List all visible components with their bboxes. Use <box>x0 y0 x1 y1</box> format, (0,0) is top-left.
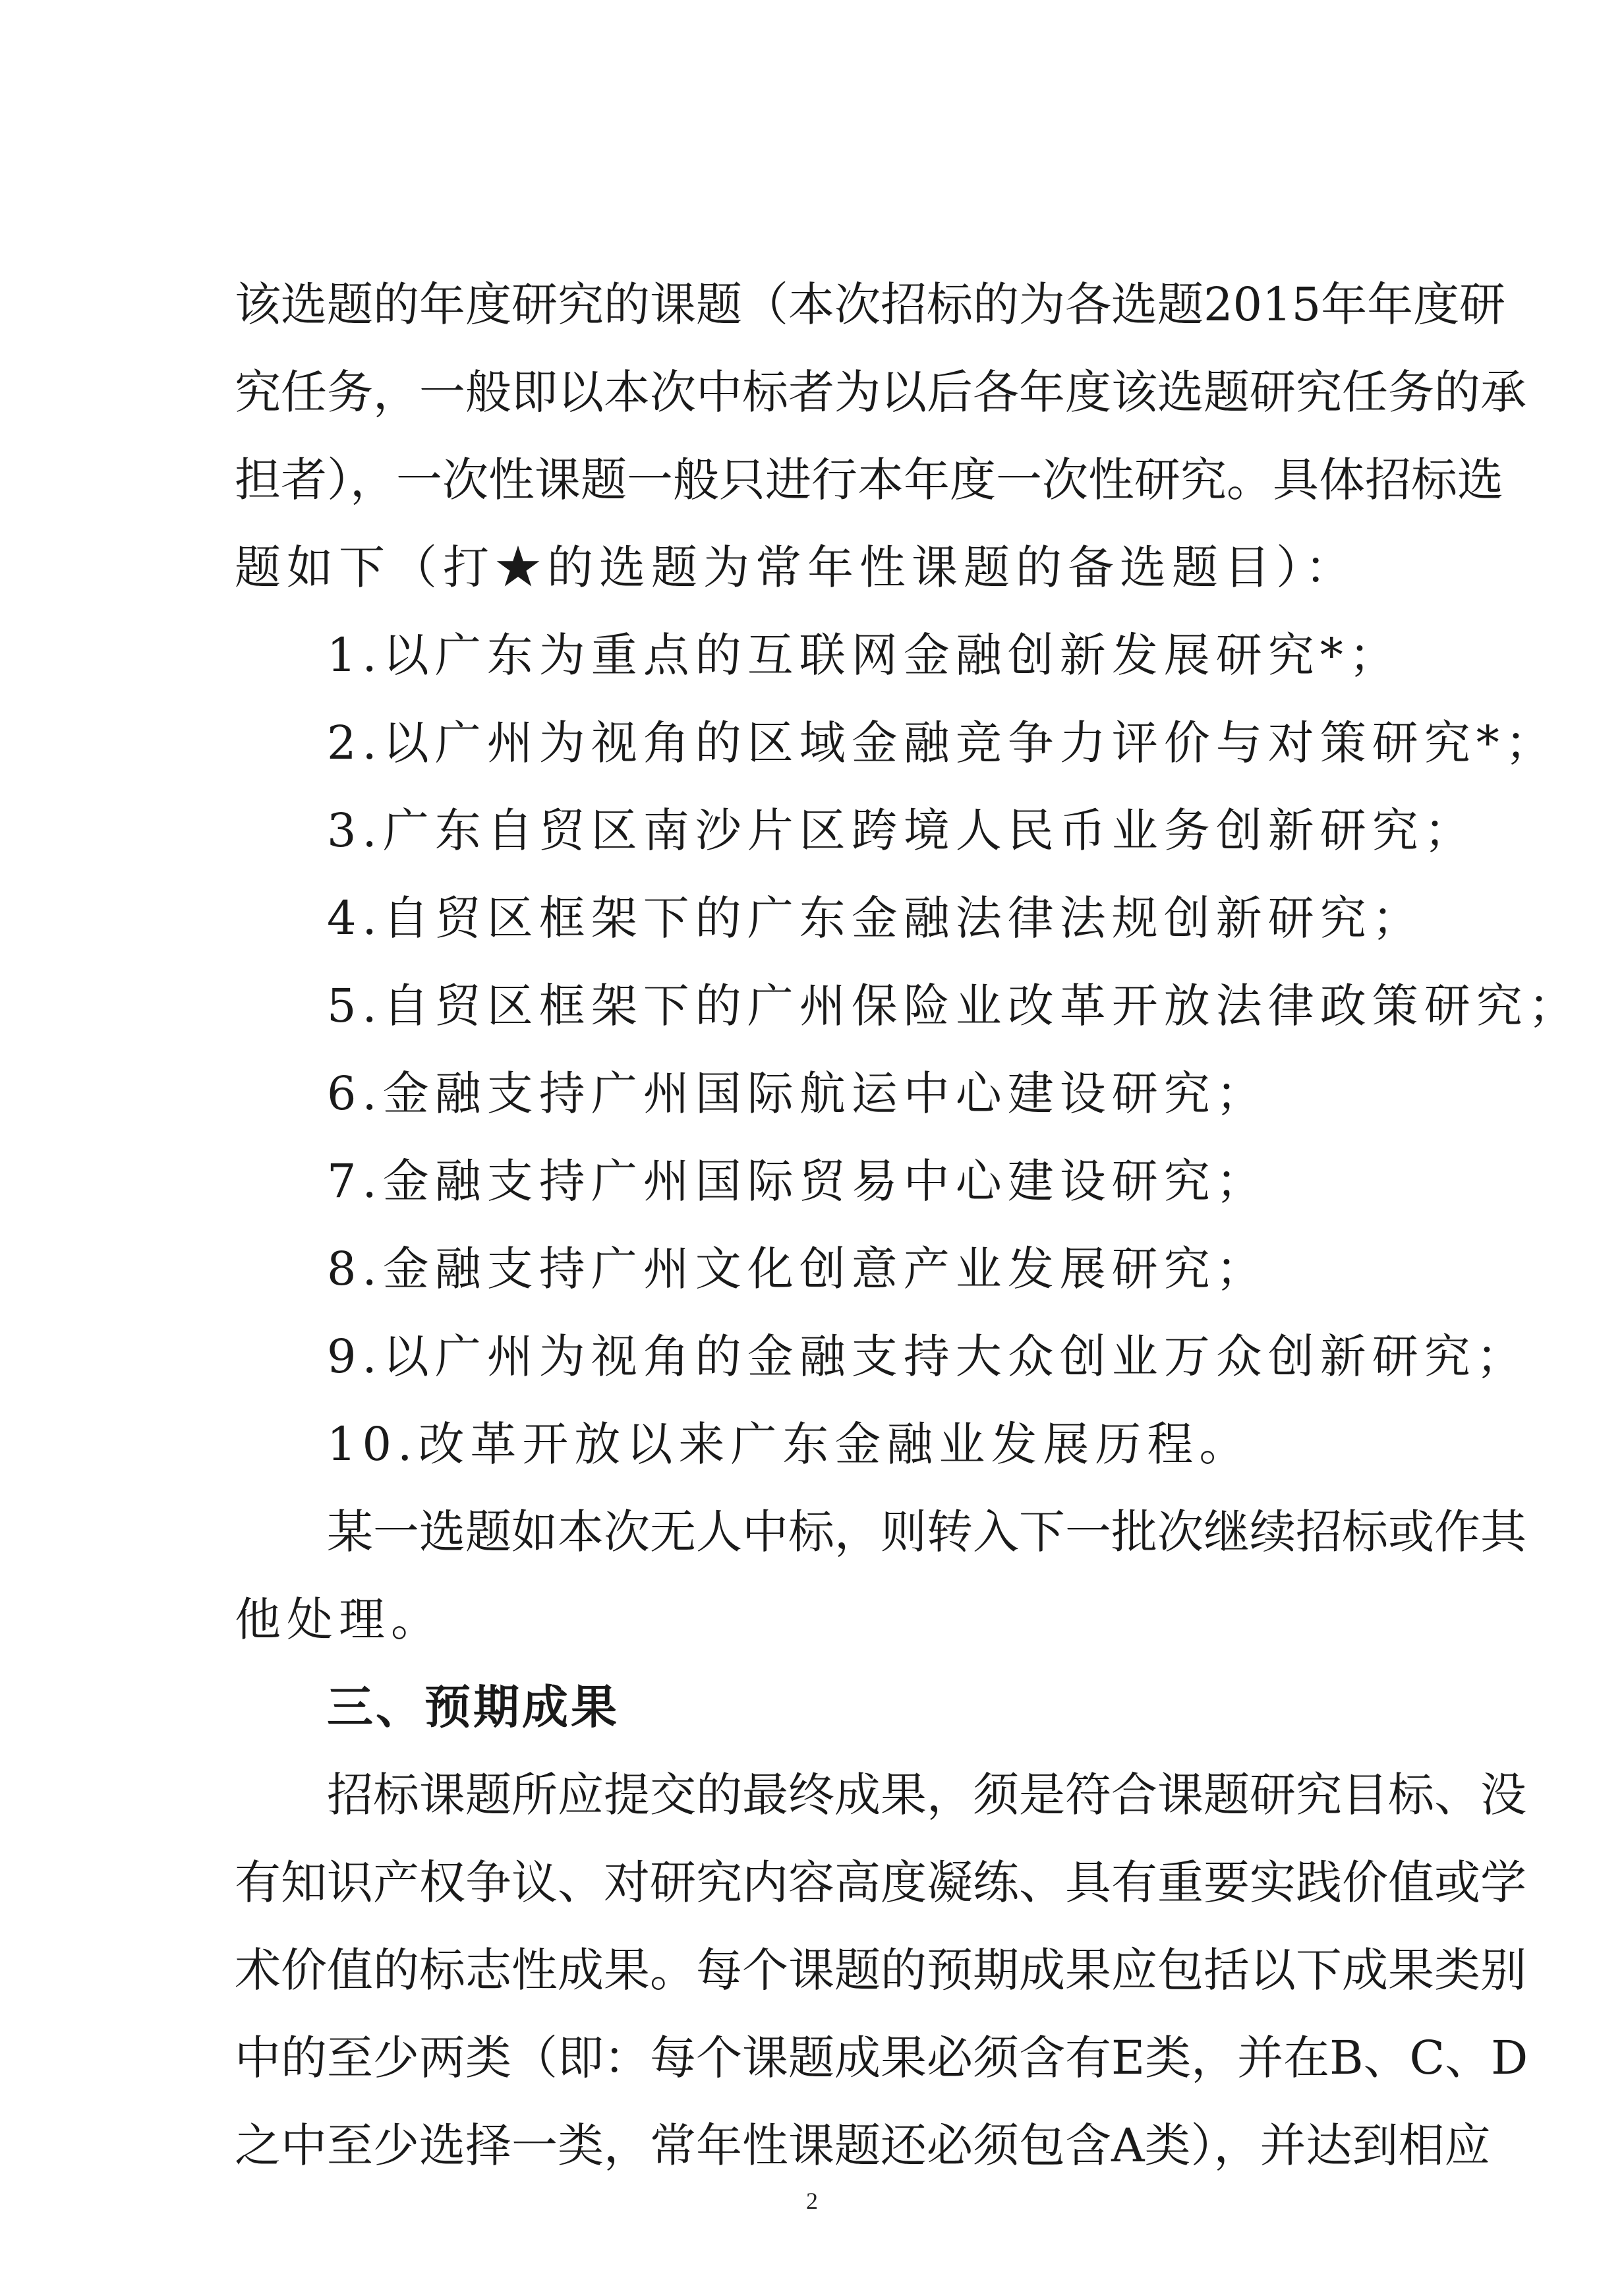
page-number: 2 <box>806 2188 818 2214</box>
section-heading: 三、预期成果 <box>327 1680 620 1734</box>
topic-item: 1.以广东为重点的互联网金融创新发展研究*； <box>327 628 1401 682</box>
topic-item: 5.自贸区框架下的广州保险业改革开放法律政策研究； <box>327 979 1580 1033</box>
paragraph-line: 有知识产权争议、对研究内容高度凝练、具有重要实践价值或学 <box>235 1855 1526 1910</box>
paragraph-line: 该选题的年度研究的课题（本次招标的为各选题2015年年度研 <box>235 277 1506 332</box>
paragraph-line: 术价值的标志性成果。每个课题的预期成果应包括以下成果类别 <box>235 1943 1526 1997</box>
topic-item: 2.以广州为视角的区域金融竞争力评价与对策研究*； <box>327 716 1557 770</box>
paragraph-line: 他处理。 <box>235 1592 443 1647</box>
paragraph-line: 中的至少两类（即：每个课题成果必须含有E类，并在B、C、D <box>235 2031 1528 2085</box>
paragraph-line: 题如下（打★的选题为常年性课题的备选题目）： <box>235 540 1357 595</box>
paragraph-line: 之中至少选择一类，常年性课题还必须包含A类），并达到相应 <box>235 2118 1491 2173</box>
paragraph-line: 某一选题如本次无人中标，则转入下一批次继续招标或作其 <box>327 1505 1526 1559</box>
topic-item: 7.金融支持广州国际贸易中心建设研究； <box>327 1154 1268 1208</box>
paragraph-line: 担者），一次性课题一般只进行本年度一次性研究。具体招标选 <box>235 453 1503 507</box>
topic-item: 6.金融支持广州国际航运中心建设研究； <box>327 1066 1268 1121</box>
topic-item: 3.广东自贸区南沙片区跨境人民币业务创新研究； <box>327 803 1476 858</box>
topic-item: 8.金融支持广州文化创意产业发展研究； <box>327 1242 1268 1296</box>
paragraph-line: 招标课题所应提交的最终成果，须是符合课题研究目标、没 <box>327 1768 1526 1822</box>
topic-item: 10.改革开放以来广东金融业发展历程。 <box>327 1417 1252 1471</box>
document-body <box>235 261 1580 2190</box>
topic-item: 9.以广州为视角的金融支持大众创业万众创新研究； <box>327 1329 1528 1384</box>
paragraph-line: 究任务，一般即以本次中标者为以后各年度该选题研究任务的承 <box>235 365 1526 419</box>
topic-item: 4.自贸区框架下的广东金融法律法规创新研究； <box>327 891 1424 945</box>
